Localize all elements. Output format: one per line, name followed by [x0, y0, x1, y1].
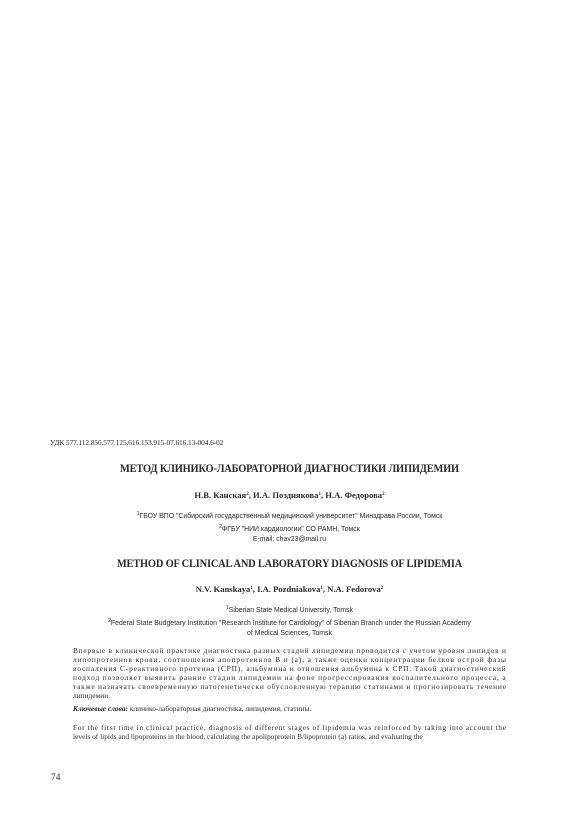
abstract-line: Впервые в клинической практике диагностика разных стадий липидемии проводится с учетом уровня липидов и [73, 646, 507, 655]
abstract-line: levels of lipids and lipoproteins in the blood, calculating the apolipoprotein B/lipoprotein (a) ratios, and evaluating the [73, 732, 423, 742]
author-ru: И.А. Позднякова$^1$, [253, 490, 326, 500]
keywords [73, 704, 506, 713]
article-title-en: METHOD OF CLINICAL AND LABORATORY DIAGNOSIS OF LIPIDEMIA [116, 558, 463, 570]
abstract-ru [73, 646, 506, 701]
abstract-en [73, 723, 506, 741]
abstract-line: липидемии. [73, 691, 111, 701]
author-en: N.V. Kanskaya$^1$, [195, 584, 258, 594]
affiliation-ru: $^2$ФГБУ "НИИ кардиологии" СО РАМН, Томск [219, 524, 360, 533]
email: E-mail: chav23@mail.ru [252, 536, 327, 543]
abstract-line: подход позволяет выявить ранние стадии липидемии на фоне прогрессирования воспалительного процесса, а [73, 673, 507, 683]
udc-code: УДК 577.112.856.577.125.616.153.915-07.616.13-004.6-02 [50, 438, 224, 447]
keywords-label: Ключевые слова: [73, 704, 128, 713]
affiliation-en-continued: of Medical Sciences, Tomsk [247, 630, 332, 637]
author-ru: Н.В. Канская$^2$, [194, 490, 253, 500]
article-title-ru: МЕТОД КЛИНИКО-ЛАБОРАТОРНОЙ ДИАГНОСТИКИ ЛИПИДЕМИИ [120, 463, 459, 475]
authors-en [0, 584, 579, 594]
abstract-line: липопротеинов крови, соотношения апопротеинов В и (а), а также оценки концентрации белков острой фазы [73, 655, 507, 665]
affiliation-en: $^1$Siberian State Medical University, Tomsk [226, 605, 353, 614]
abstract-line: также назначать своевременную патогенетически обусловленную терапию статинами и прогнозировать течение [73, 682, 507, 692]
page-number: 74 [51, 773, 61, 783]
keywords-text: клинико-лабораторная диагностика, липидемия, статины. [128, 704, 312, 713]
authors-ru [0, 490, 579, 500]
abstract-line: For the first time in clinical practice, diagnosis of different stages of lipidemia was reinforced by taking into account the [73, 723, 507, 732]
affiliations-ru [0, 509, 579, 545]
author-en: N.A. Fedorova$^2$ [327, 584, 384, 594]
author-en: I.A. Pozdniakova$^1$, [257, 584, 328, 594]
abstract-line: воспаления С-реактивного протеина (СРП), альбумина и отношения альбумина к СРП. Такой диагностический [73, 664, 507, 674]
affiliations-en [0, 603, 579, 639]
affiliation-en: $^2$Federal State Budgetary Institution "Research Institute for Cardiology" of Siberian Branch under the Russian Academy [108, 618, 471, 627]
affiliation-ru: $^1$ГБОУ ВПО "Сибирский государственный медицинский университет" Минздрава России, Томск [136, 511, 443, 520]
author-ru: Н.А. Федорова$^2$ [325, 490, 385, 500]
